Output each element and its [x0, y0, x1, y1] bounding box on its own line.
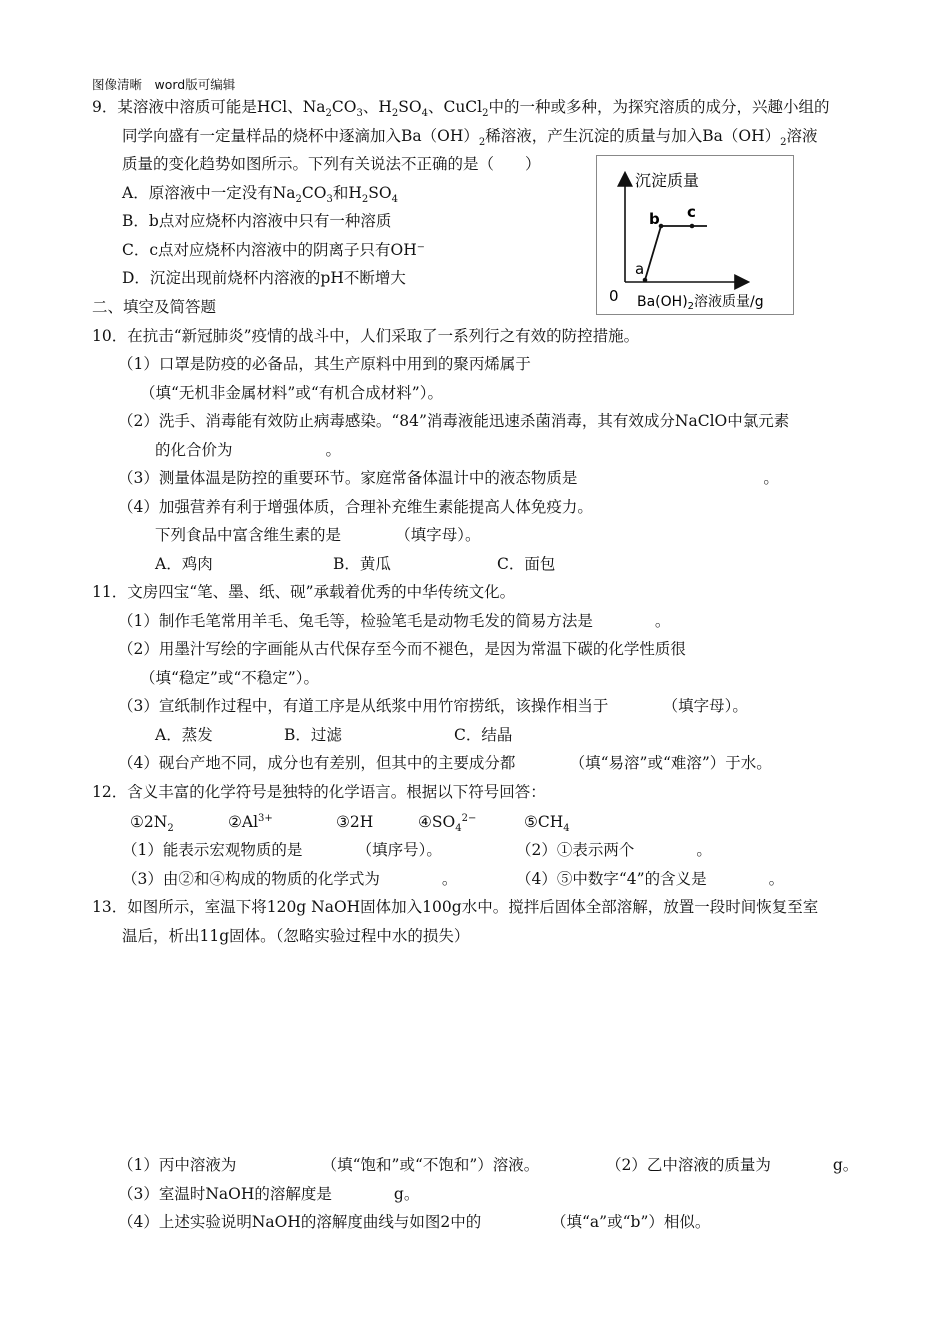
q12-part3: （3）由②和④构成的物质的化学式为 。 — [122, 870, 458, 888]
point-c-marker — [690, 224, 695, 229]
q9-stem-line2: 同学向盛有一定量样品的烧杯中逐滴加入$Ba(OH)_2$稀溶液，产生沉淀的质量与加入$Ba(OH)_2$溶液 — [122, 127, 818, 149]
origin-label: 0 — [609, 287, 619, 305]
q10-part4: （4）加强营养有利于增强体质，合理补充维生素能提高人体免疫力。 — [118, 498, 593, 516]
q12-symbol-1: $①2N_2$ — [130, 813, 174, 835]
q12-part4: （4）⑤中数字“4”的含义是 。 — [516, 870, 785, 888]
q11-part2: （2）用墨汁写绘的字画能从古代保存至今而不褪色，是因为常温下碳的化学性质很 — [118, 640, 686, 658]
q9-option-b: B．b点对应烧杯内溶液中只有一种溶质 — [122, 212, 392, 230]
q12-stem: 12．含义丰富的化学符号是独特的化学语言。根据以下符号回答： — [92, 783, 546, 801]
q13-stem: 13．如图所示，室温下将120g NaOH固体加入100g水中。搅拌后固体全部溶解，放置一段时间恢复至室 — [92, 898, 819, 916]
q9-option-d: D．沉淀出现前烧杯内溶液的pH不断增大 — [122, 269, 406, 287]
q12-symbol-3: ③2H — [336, 813, 374, 831]
section-two-title: 二、填空及简答题 — [92, 298, 217, 316]
q11-part3: （3）宣纸制作过程中，有道工序是从纸浆中用竹帘捞纸，该操作相当于 （填字母）。 — [118, 697, 748, 715]
q12-symbol-2: $②Al^{3+}$ — [228, 812, 273, 831]
point-b-label: b — [649, 210, 660, 228]
q10-part1: （1）口罩是防疫的必备品，其生产原料中用到的聚丙烯属于 — [118, 355, 531, 373]
q10-part3: （3）测量体温是防控的重要环节。家庭常备体温计中的液态物质是 。 — [118, 469, 779, 487]
q11-part2-cont: （填“稳定”或“不稳定”）。 — [140, 669, 319, 687]
q10-part2-cont: 的化合价为 。 — [155, 441, 342, 459]
precipitate-curve — [645, 226, 707, 280]
header-note: 图像清晰 word版可编辑 — [92, 77, 236, 92]
q12-part1: （1）能表示宏观物质的是 （填序号）。 — [122, 841, 442, 859]
q11-option-a: A．蒸发 — [155, 726, 213, 744]
q13-stem-cont: 温后，析出11g固体。（忽略实验过程中水的损失） — [122, 927, 470, 945]
precipitate-graph-svg — [597, 156, 793, 314]
q11-stem: 11．文房四宝“笔、墨、纸、砚”承载着优秀的中华传统文化。 — [92, 583, 516, 601]
point-a-marker — [643, 278, 648, 283]
precipitate-graph — [596, 155, 794, 315]
q11-part4: （4）砚台产地不同，成分也有差别，但其中的主要成分都 （填“易溶”或“难溶”）于水。 — [118, 754, 772, 772]
x-axis-label: $Ba(OH)_2$溶液质量/g — [637, 294, 764, 312]
q10-part1-cont: （填“无机非金属材料”或“有机合成材料”）。 — [140, 384, 443, 402]
q9-num: 9． — [92, 98, 118, 116]
y-axis-label: 沉淀质量 — [635, 171, 700, 190]
q10-part2: （2）洗手、消毒能有效防止病毒感染。“84”消毒液能迅速杀菌消毒，其有效成分NaClO中氯元素 — [118, 412, 790, 430]
q11-option-c: C．结晶 — [454, 726, 513, 744]
q10-option-c: C．面包 — [497, 555, 556, 573]
q12-part2: （2）①表示两个 。 — [516, 841, 712, 859]
q10-part4-cont: 下列食品中富含维生素的是 （填字母）。 — [155, 526, 481, 544]
q12-symbol-4: $④SO_4^{2-}$ — [418, 812, 477, 835]
q9-option-c: C．c点对应烧杯内溶液中的阴离子只有OH⁻ — [122, 241, 425, 259]
q12-symbol-5: $⑤CH_4$ — [524, 813, 570, 835]
q13-part1: （1）丙中溶液为 （填“饱和”或“不饱和”）溶液。 — [118, 1156, 540, 1174]
q10-stem: 10．在抗击“新冠肺炎”疫情的战斗中，人们采取了一系列行之有效的防控措施。 — [92, 327, 640, 345]
q9-option-a: A．原溶液中一定没有$Na_2CO_3$和$H_2SO_4$ — [122, 184, 398, 206]
q10-option-b: B．黄瓜 — [333, 555, 391, 573]
q13-part4: （4）上述实验说明NaOH的溶解度曲线与如图2中的 （填“a”或“b”）相似。 — [118, 1213, 711, 1231]
q11-option-b: B．过滤 — [284, 726, 342, 744]
q11-part1: （1）制作毛笔常用羊毛、兔毛等，检验笔毛是动物毛发的简易方法是 。 — [118, 612, 671, 630]
q13-part2: （2）乙中溶液的质量为 g。 — [606, 1156, 859, 1174]
q9-stem-line3: 质量的变化趋势如图所示。下列有关说法不正确的是（ ） — [122, 155, 541, 173]
point-a-label: a — [635, 260, 645, 278]
point-c-label: c — [687, 203, 696, 221]
q9-stem: 9．某溶液中溶质可能是HCl、$Na_2CO_3$、$H_2SO_4$、CuCl$_2$中的一种或多种，为探究溶质的成分，兴趣小组的 — [92, 98, 830, 120]
q13-part3: （3）室温时NaOH的溶解度是 g。 — [118, 1185, 420, 1203]
q10-option-a: A．鸡肉 — [155, 555, 213, 573]
